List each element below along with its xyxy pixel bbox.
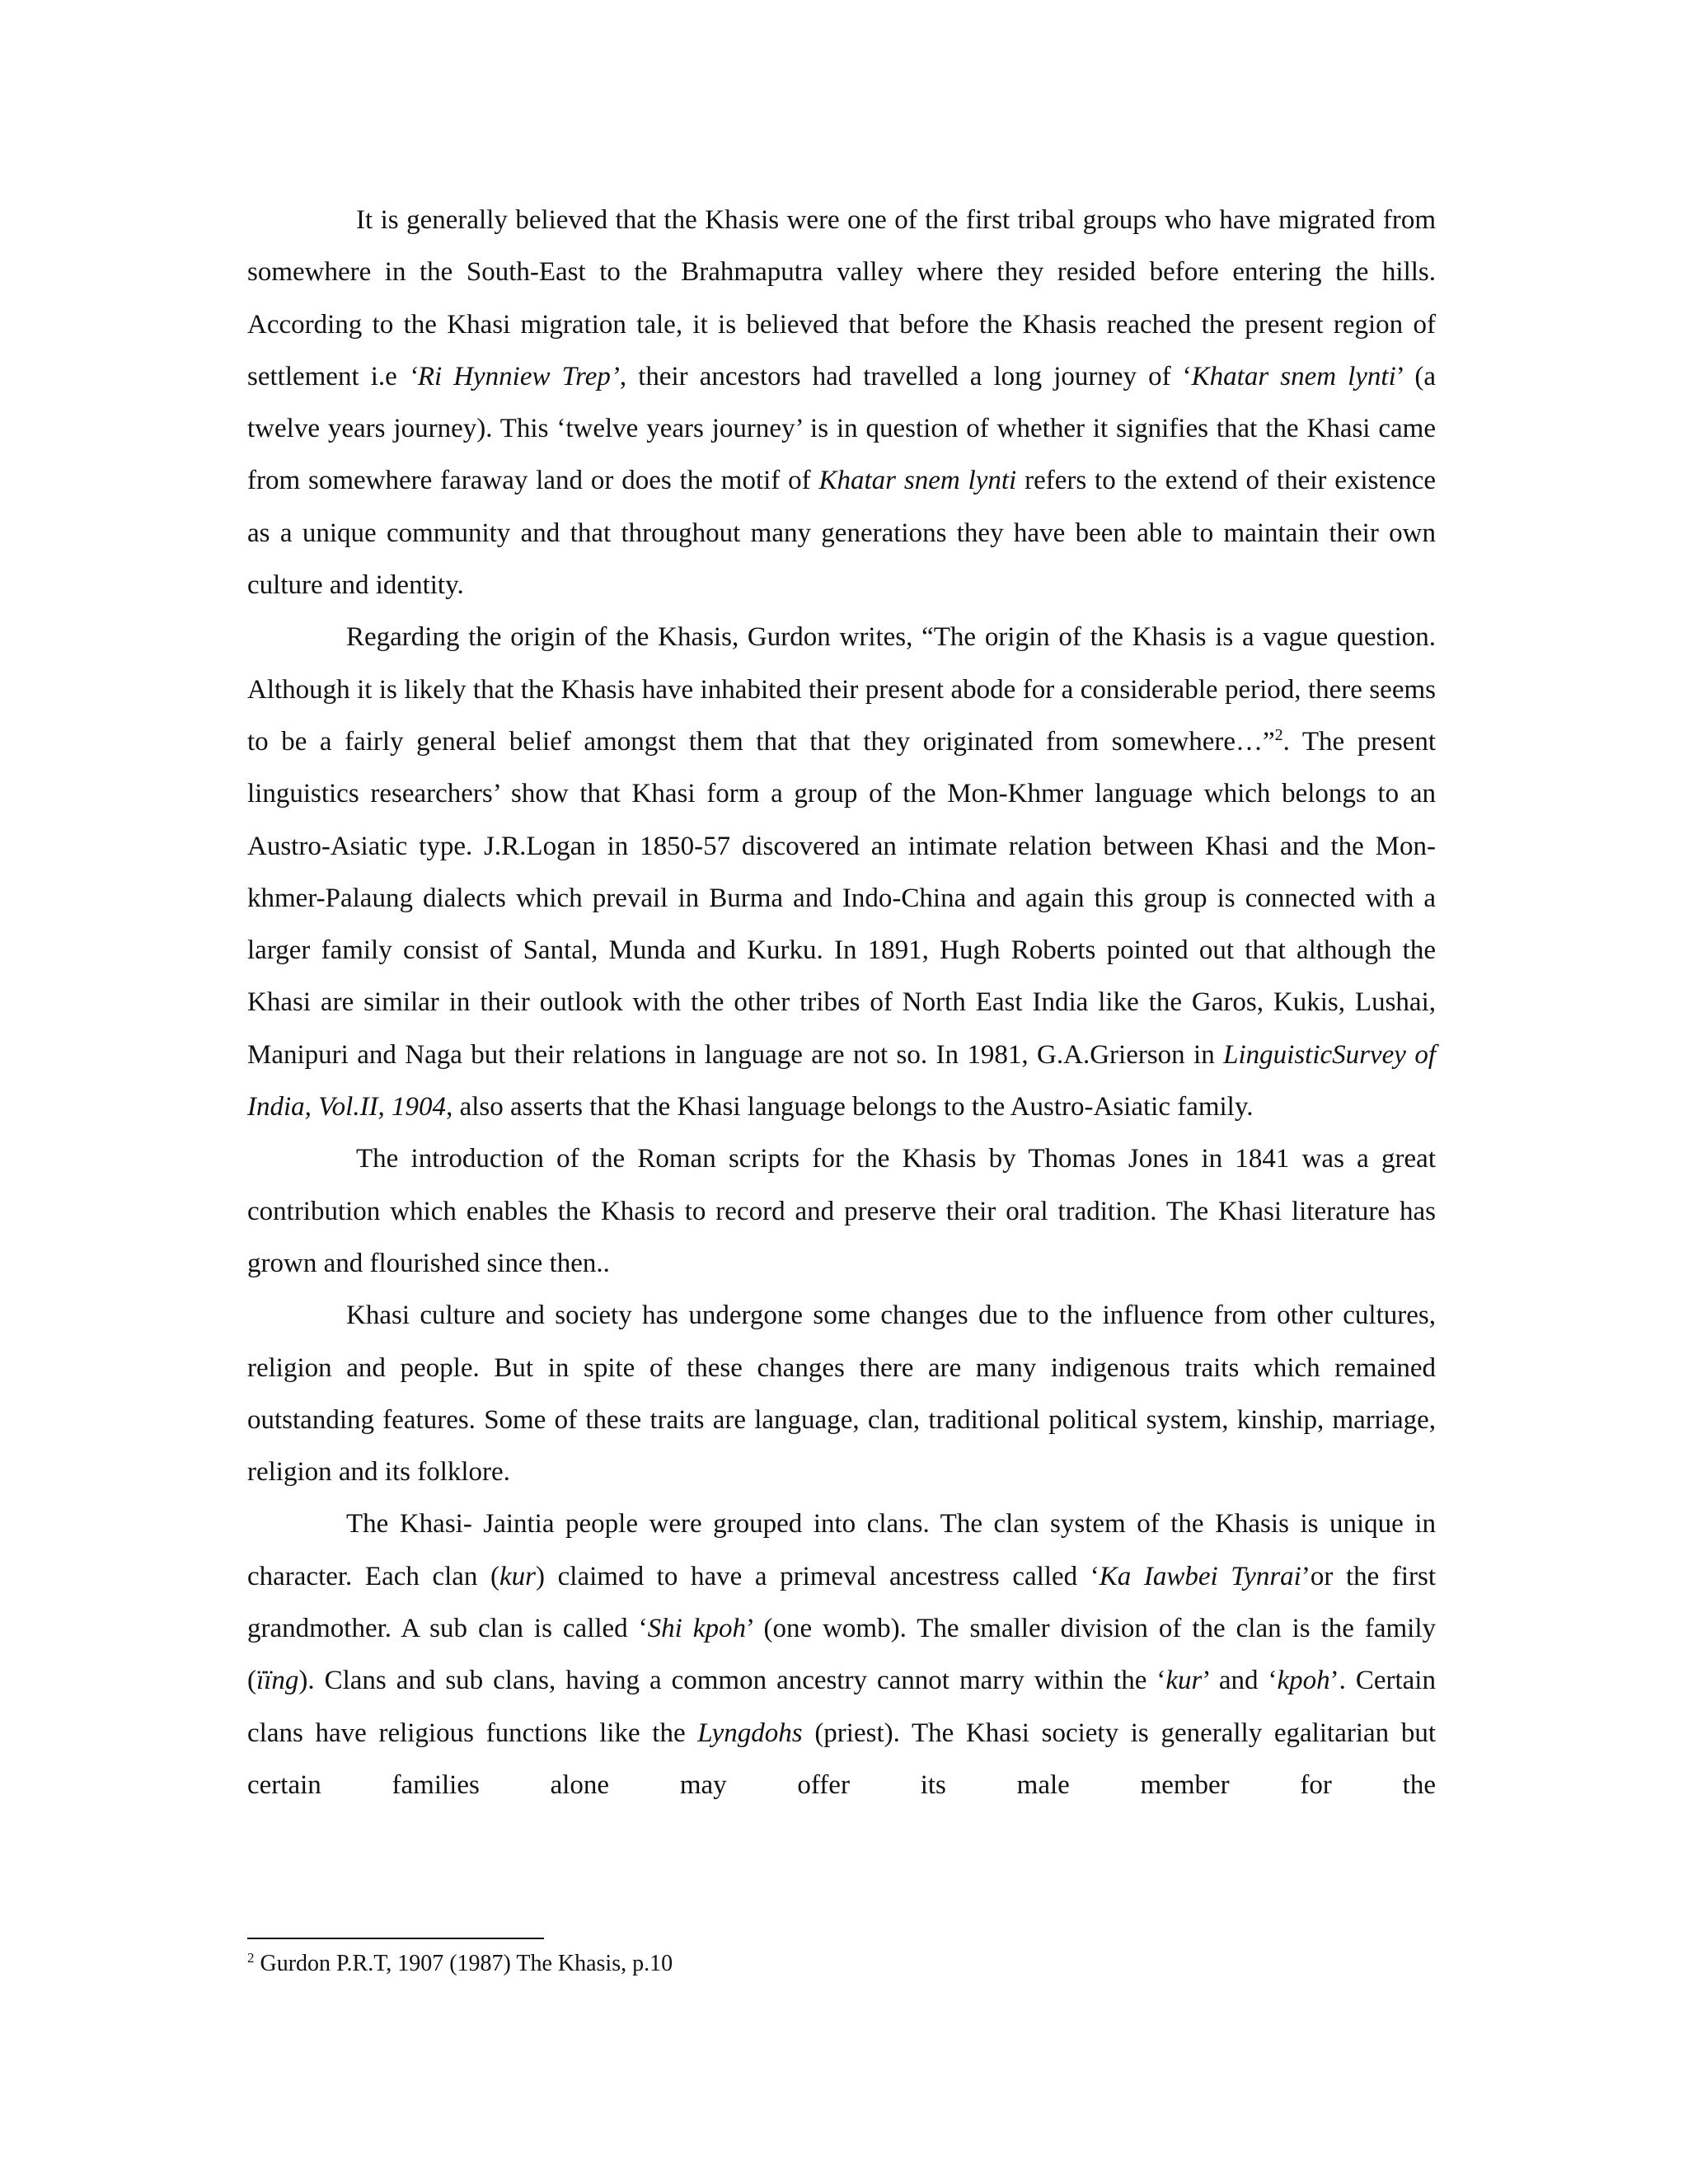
text-run: ’ (one womb). The smaller division of the clan is the family ( (247, 1614, 1436, 1696)
text-run: It is generally believed that the Khasis were one of the first tribal groups who have migrated from somewhere in the South-East to the Brahmaputra valley where they resided before entering the hills. According to the Khasi migration tale, it is believed that before the Khasis reached the present region of settlement i.e (247, 205, 1436, 391)
text-run: (priest). The Khasi society is generally egalitarian but certain families alone may offer its male member for the (247, 1718, 1436, 1800)
text-run: ’ and ‘ (1202, 1666, 1278, 1696)
text-run: . The present linguistics researchers’ show that Khasi form a group of the Mon-Khmer language which belongs to an Austro-Asiatic type. J.R.Logan in 1850-57 discovered an intimate relation between Khasi and the Mon-khmer-Palaung dialects which prevail in Burma and Indo-China and again this group is connected with a larger family consist of Santal, Munda and Kurku. In 1891, Hugh Roberts pointed out that although the Khasi are similar in their outlook with the other tribes of North East India like the Garos, Kukis, Lushai, Manipuri and Naga but their relations in language are not so. In 1981, G.A.Grierson in (247, 726, 1436, 1070)
italic-term: kpoh (1277, 1666, 1330, 1696)
italic-term: Lyngdohs (697, 1718, 803, 1748)
italic-term: Ka Iawbei Tynrai (1099, 1561, 1301, 1591)
text-run: The introduction of the Roman scripts for the Khasis by Thomas Jones in 1841 was a great contribution which enables the Khasis to record and preserve their oral tradition. The Khasi literature has grown and flourished since then.. (247, 1144, 1436, 1278)
italic-term: kur (1165, 1666, 1203, 1696)
body-text (247, 194, 1436, 1811)
text-run: refers to the extend of their existence as a unique community and that throughout many generations they have been able to maintain their own culture and identity. (247, 466, 1437, 601)
footnote-reference: 2 (1274, 725, 1283, 744)
text-run: ). Clans and sub clans, having a common ancestry cannot marry within the ‘ (298, 1666, 1166, 1696)
italic-term: ‘Ri Hynniew Trep’ (408, 361, 620, 391)
text-run: Regarding the origin of the Khasis, Gurdon writes, “The origin of the Khasis is a vague question. Although it is likely that the Khasis have inhabited their present abode for a considerable period, there seems to be a fairly general belief amongst them that that they originated from somewhere…” (247, 622, 1436, 757)
italic-term: Khatar snem lynti (818, 466, 1017, 496)
text-run: The Khasi- Jaintia people were grouped into clans. The clan system of the Khasis is unique in character. Each clan ( (247, 1509, 1436, 1591)
paragraph-gurdon-linguistics (247, 612, 1436, 1133)
text-run: Khasi culture and society has undergone some changes due to the influence from other cultures, religion and people. But in spite of these changes there are many indigenous traits which remained outstanding features. Some of these traits are language, clan, traditional political system, kinship, marriage, religion and its folklore. (247, 1301, 1436, 1488)
italic-term: LinguisticSurvey of India, Vol.II, 1904 (247, 1039, 1436, 1122)
paragraph-culture-society (247, 1290, 1436, 1498)
paragraph-origin-migration (247, 194, 1436, 612)
footnote (247, 1950, 1436, 1978)
footnote-text: Gurdon P.R.T, 1907 (1987) The Khasis, p.10 (254, 1951, 673, 1976)
italic-term: Khatar snem lynti (1191, 361, 1396, 391)
text-run: ’or the first grandmother. A sub clan is called ‘ (247, 1561, 1437, 1644)
text-run: , their ancestors had travelled a long journey of ‘ (619, 361, 1192, 391)
paragraph-roman-script (247, 1133, 1436, 1290)
text-run: ’. Certain clans have religious functions like the (247, 1666, 1436, 1748)
italic-term: Shi kpoh (647, 1614, 746, 1644)
italic-term: kur (499, 1561, 537, 1591)
footnote-separator (247, 1938, 544, 1939)
text-run: ) claimed to have a primeval ancestress called ‘ (536, 1561, 1100, 1591)
paragraph-clan-system (247, 1498, 1436, 1811)
text-run: , also asserts that the Khasi language belongs to the Austro-Asiatic family. (446, 1092, 1254, 1122)
italic-term: ïïng (256, 1666, 299, 1696)
text-run: ’ (a twelve years journey). This ‘twelve years journey’ is in question of whether it signifies that the Khasi came from somewhere faraway land or does the motif of (247, 361, 1437, 496)
footnote-mark: 2 (247, 1950, 255, 1966)
